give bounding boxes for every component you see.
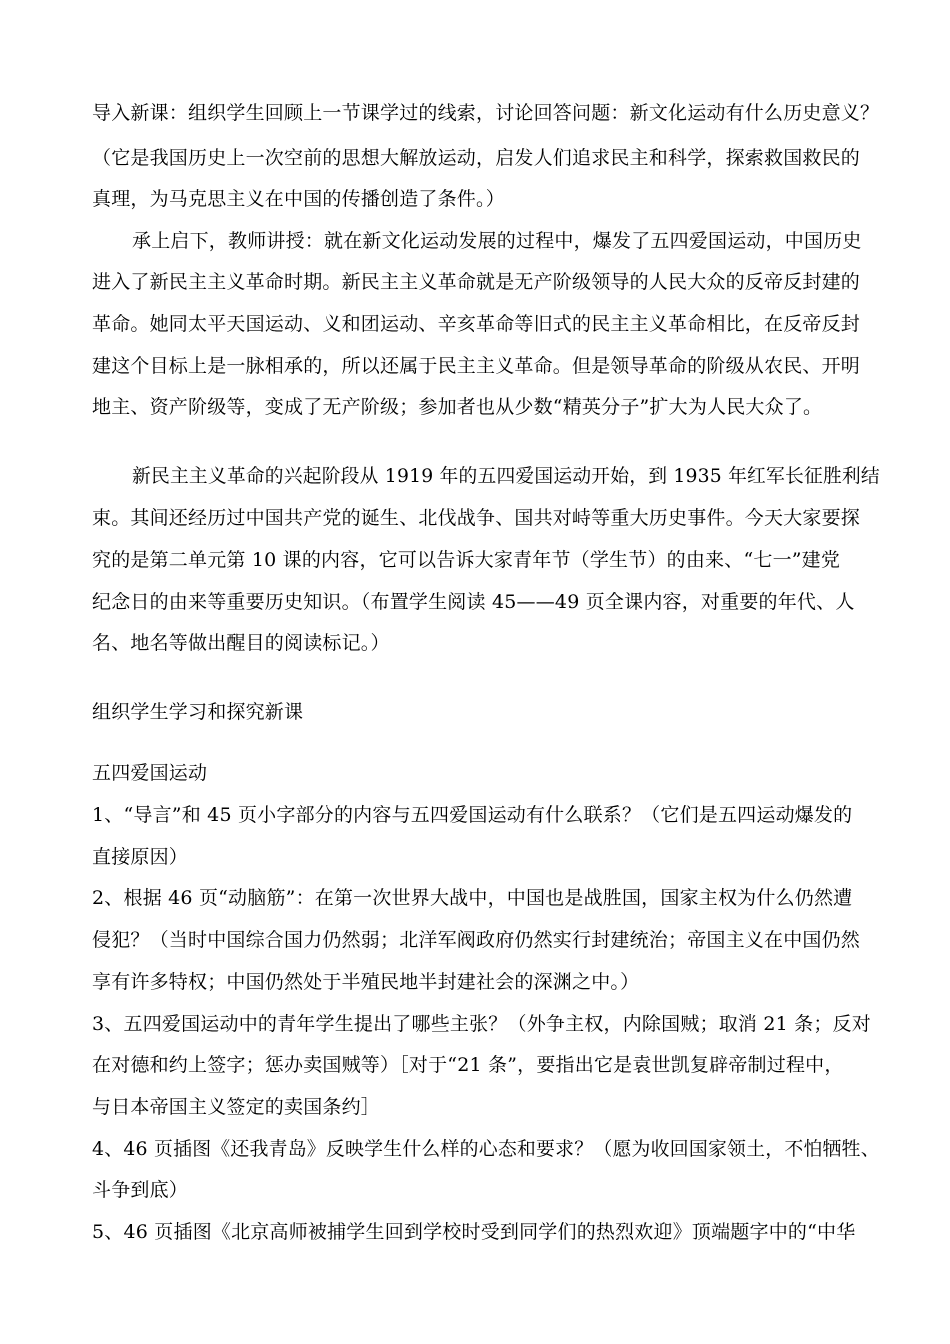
transition-para-line-4: 建这个目标上是一脉相承的，所以还属于民主主义革命。但是领导革命的阶级从农民、开明 xyxy=(92,355,861,377)
question-4-line-2: 斗争到底） xyxy=(92,1179,189,1201)
revolution-para-line-2: 束。其间还经历过中国共产党的诞生、北伐战争、国共对峙等重大历史事件。今天大家要探 xyxy=(92,507,861,529)
question-5-line-1: 5、46 页插图《北京高师被捕学生回到学校时受到同学们的热烈欢迎》顶端题字中的“中华 xyxy=(92,1221,856,1243)
question-1-line-2: 直接原因） xyxy=(92,846,189,868)
transition-para-line-5: 地主、资产阶级等，变成了无产阶级；参加者也从少数“精英分子”扩大为人民大众了。 xyxy=(92,396,823,418)
transition-para-line-3: 革命。她同太平天国运动、义和团运动、辛亥革命等旧式的民主主义革命相比，在反帝反封 xyxy=(92,313,861,335)
intro-line-3: 真理，为马克思主义在中国的传播创造了条件。） xyxy=(92,188,505,210)
revolution-para-line-5: 名、地名等做出醒目的阅读标记。） xyxy=(92,632,390,654)
transition-para-line-2: 进入了新民主主义革命时期。新民主主义革命就是无产阶级领导的人民大众的反帝反封建的 xyxy=(92,271,861,293)
question-2-line-1: 2、根据 46 页“动脑筋”：在第一次世界大战中，中国也是战胜国，国家主权为什么仍然遭 xyxy=(92,887,853,909)
intro-line-1: 导入新课：组织学生回顾上一节课学过的线索，讨论回答问题：新文化运动有什么历史意义？ xyxy=(92,102,880,124)
question-3-line-3: 与日本帝国主义签定的卖国条约］ xyxy=(92,1096,381,1118)
revolution-para-line-4: 纪念日的由来等重要历史知识。（布置学生阅读 45——49 页全课内容，对重要的年代、人 xyxy=(92,591,855,613)
intro-line-2: （它是我国历史上一次空前的思想大解放运动，启发人们追求民主和科学，探索救国救民的 xyxy=(92,147,861,169)
question-3-line-1: 3、五四爱国运动中的青年学生提出了哪些主张？（外争主权，内除国贼；取消 21 条；反对 xyxy=(92,1013,871,1035)
question-1-line-1: 1、“导言”和 45 页小字部分的内容与五四爱国运动有什么联系？（它们是五四运动爆发的 xyxy=(92,804,853,826)
question-2-line-3: 享有许多特权；中国仍然处于半殖民地半封建社会的深渊之中。） xyxy=(92,971,640,993)
question-4-line-1: 4、46 页插图《还我青岛》反映学生什么样的心态和要求？（愿为收回国家领土，不怕牺牲、 xyxy=(92,1138,880,1160)
section-heading: 组织学生学习和探究新课 xyxy=(92,701,304,723)
revolution-para-line-3: 究的是第二单元第 10 课的内容，它可以告诉大家青年节（学生节）的由来、“七一”建党 xyxy=(92,549,841,571)
subsection-heading: 五四爱国运动 xyxy=(92,762,208,784)
question-2-line-2: 侵犯？（当时中国综合国力仍然弱；北洋军阀政府仍然实行封建统治；帝国主义在中国仍然 xyxy=(92,929,861,951)
question-3-line-2: 在对德和约上签字；惩办卖国贼等）［对于“21 条”，要指出它是袁世凯复辟帝制过程中， xyxy=(92,1054,844,1076)
transition-para-line-1: 承上启下，教师讲授：就在新文化运动发展的过程中，爆发了五四爱国运动，中国历史 xyxy=(132,230,862,252)
revolution-para-line-1: 新民主主义革命的兴起阶段从 1919 年的五四爱国运动开始，到 1935 年红军长征胜利结 xyxy=(132,465,880,487)
